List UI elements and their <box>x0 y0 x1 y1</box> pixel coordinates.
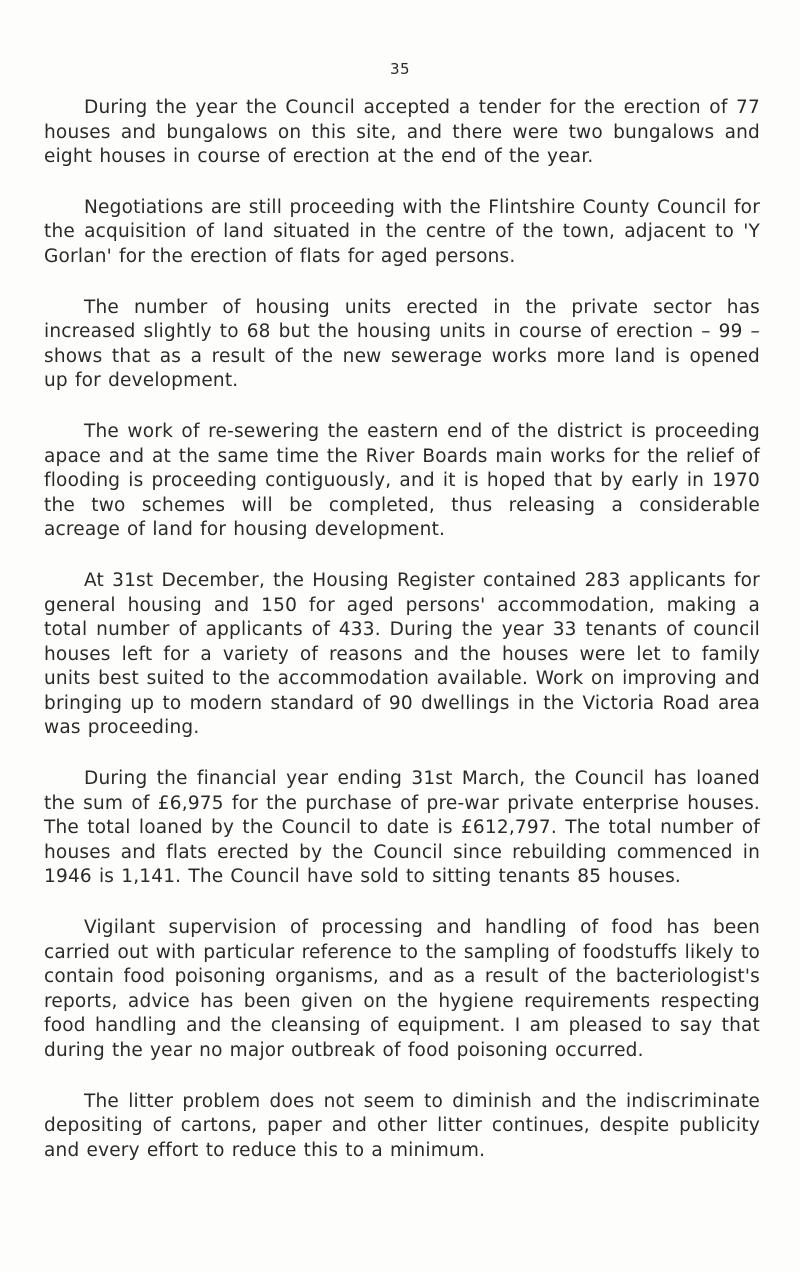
page-body <box>44 96 760 1163</box>
paragraph-housing-tender: During the year the Council accepted a tender for the erection of 77 houses and bungalows on this site, and there were two bungalows and eight houses in course of erection at the end of the year. <box>44 97 760 168</box>
paragraph-land-negotiations: Negotiations are still proceeding with the Flintshire County Council for the acquisition of land situated in the centre of the town, adjacent to 'Y Gorlan' for the erection of flats for aged persons. <box>44 196 760 267</box>
paragraph-re-sewering: The work of re-sewering the eastern end of the district is proceeding apace and at the same time the River Boards main works for the relief of flooding is proceeding contiguously, and it is hoped that by early in 1970 the two schemes will be completed, thus releasing a considerable acreage of land for housing development. <box>44 420 760 541</box>
paragraph-private-sector: The number of housing units erected in the private sector has increased slightly to 68 but the housing units in course of erection – 99 – shows that as a result of the new sewerage works more land is opened up for development. <box>44 296 760 392</box>
page-number: 35 <box>389 60 411 78</box>
paragraph-council-loans: During the financial year ending 31st March, the Council has loaned the sum of £6,975 for the purchase of pre-war private enterprise houses. The total loaned by the Council to date is £612,797. The total number of houses and flats erected by the Council since rebuilding commenced in 1946 is 1,141. The Council have sold to sitting tenants 85 houses. <box>44 768 760 888</box>
paragraph-litter-problem: The litter problem does not seem to diminish and the indiscriminate depositing of cartons, paper and other litter continues, despite publicity and every effort to reduce this to a minimum. <box>44 1090 760 1161</box>
paragraph-housing-register: At 31st December, the Housing Register contained 283 applicants for general housing and 150 for aged persons' accommodation, making a total number of applicants of 433. During the year 33 tenants of council houses left for a variety of reasons and the houses were let to family units best suited to the accommodation available. Work on improving and bringing up to modern standard of 90 dwellings in the Victoria Road area was proceeding. <box>44 569 760 739</box>
paragraph-food-supervision: Vigilant supervision of processing and handling of food has been carried out with particular reference to the sampling of foodstuffs likely to contain food poisoning organisms, and as a result of the bacteriologist's reports, advice has been given on the hygiene requirements respecting food handling and the cleansing of equipment. I am pleased to say that during the year no major outbreak of food poisoning occurred. <box>44 917 760 1061</box>
